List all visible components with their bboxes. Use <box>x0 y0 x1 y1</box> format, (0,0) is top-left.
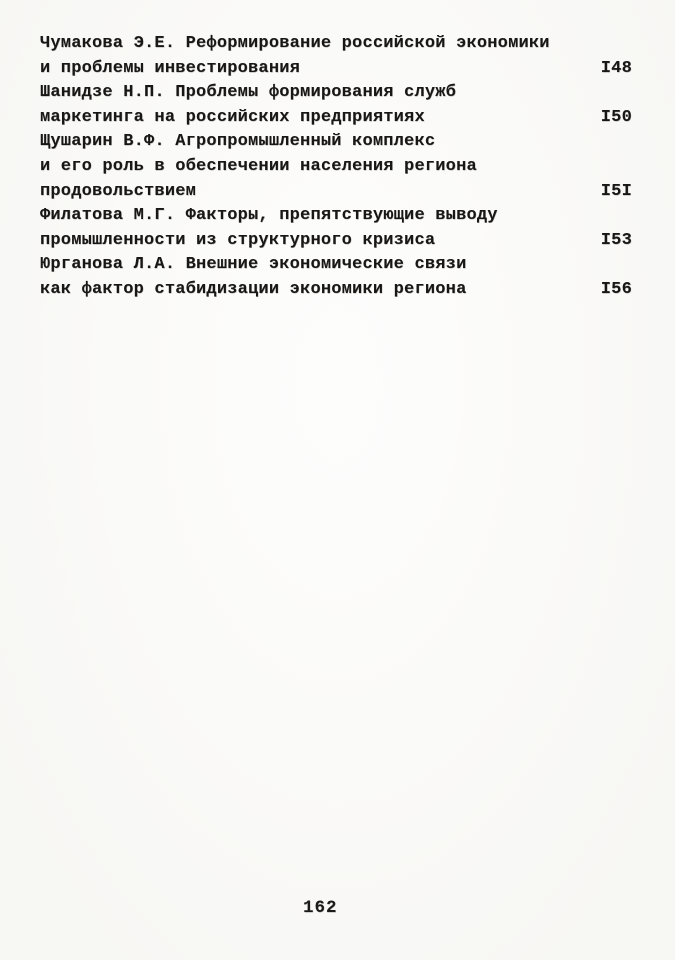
folio-page-number: 162 <box>303 898 338 918</box>
table-of-contents <box>40 32 632 303</box>
toc-page-number: I56 <box>600 279 632 299</box>
toc-entry-line: Юрганова Л.А. Внешние экономические связи <box>40 255 467 275</box>
toc-entry <box>40 204 632 253</box>
toc-page-number: I50 <box>600 107 632 127</box>
toc-entry <box>40 81 632 130</box>
toc-entry <box>40 32 632 81</box>
toc-entry-line: Шанидзе Н.П. Проблемы формирования служб <box>40 83 457 103</box>
toc-entry-line: промышленности из структурного кризиса <box>40 230 436 250</box>
toc-entry-line: как фактор стабидизации экономики региона <box>40 279 467 299</box>
toc-entry-line: и его роль в обеспечении населения региона <box>40 156 477 176</box>
toc-entry <box>40 130 632 204</box>
toc-page-number: I48 <box>600 58 632 78</box>
toc-entry-line: Щушарин В.Ф. Агропромышленный комплекс <box>40 132 436 152</box>
toc-entry-line: Чумакова Э.Е. Реформирование российской экономики <box>40 34 550 53</box>
toc-page-number: I5I <box>600 181 632 201</box>
toc-entry-line: продовольствием <box>40 181 197 201</box>
toc-entry <box>40 253 632 302</box>
toc-entry-line: и проблемы инвестирования <box>40 58 301 78</box>
toc-entry-line: маркетинга на российских предприятиях <box>40 107 425 127</box>
toc-page-number: I53 <box>600 230 632 250</box>
toc-entry-line: Филатова М.Г. Факторы, препятствующие выводу <box>40 206 498 226</box>
